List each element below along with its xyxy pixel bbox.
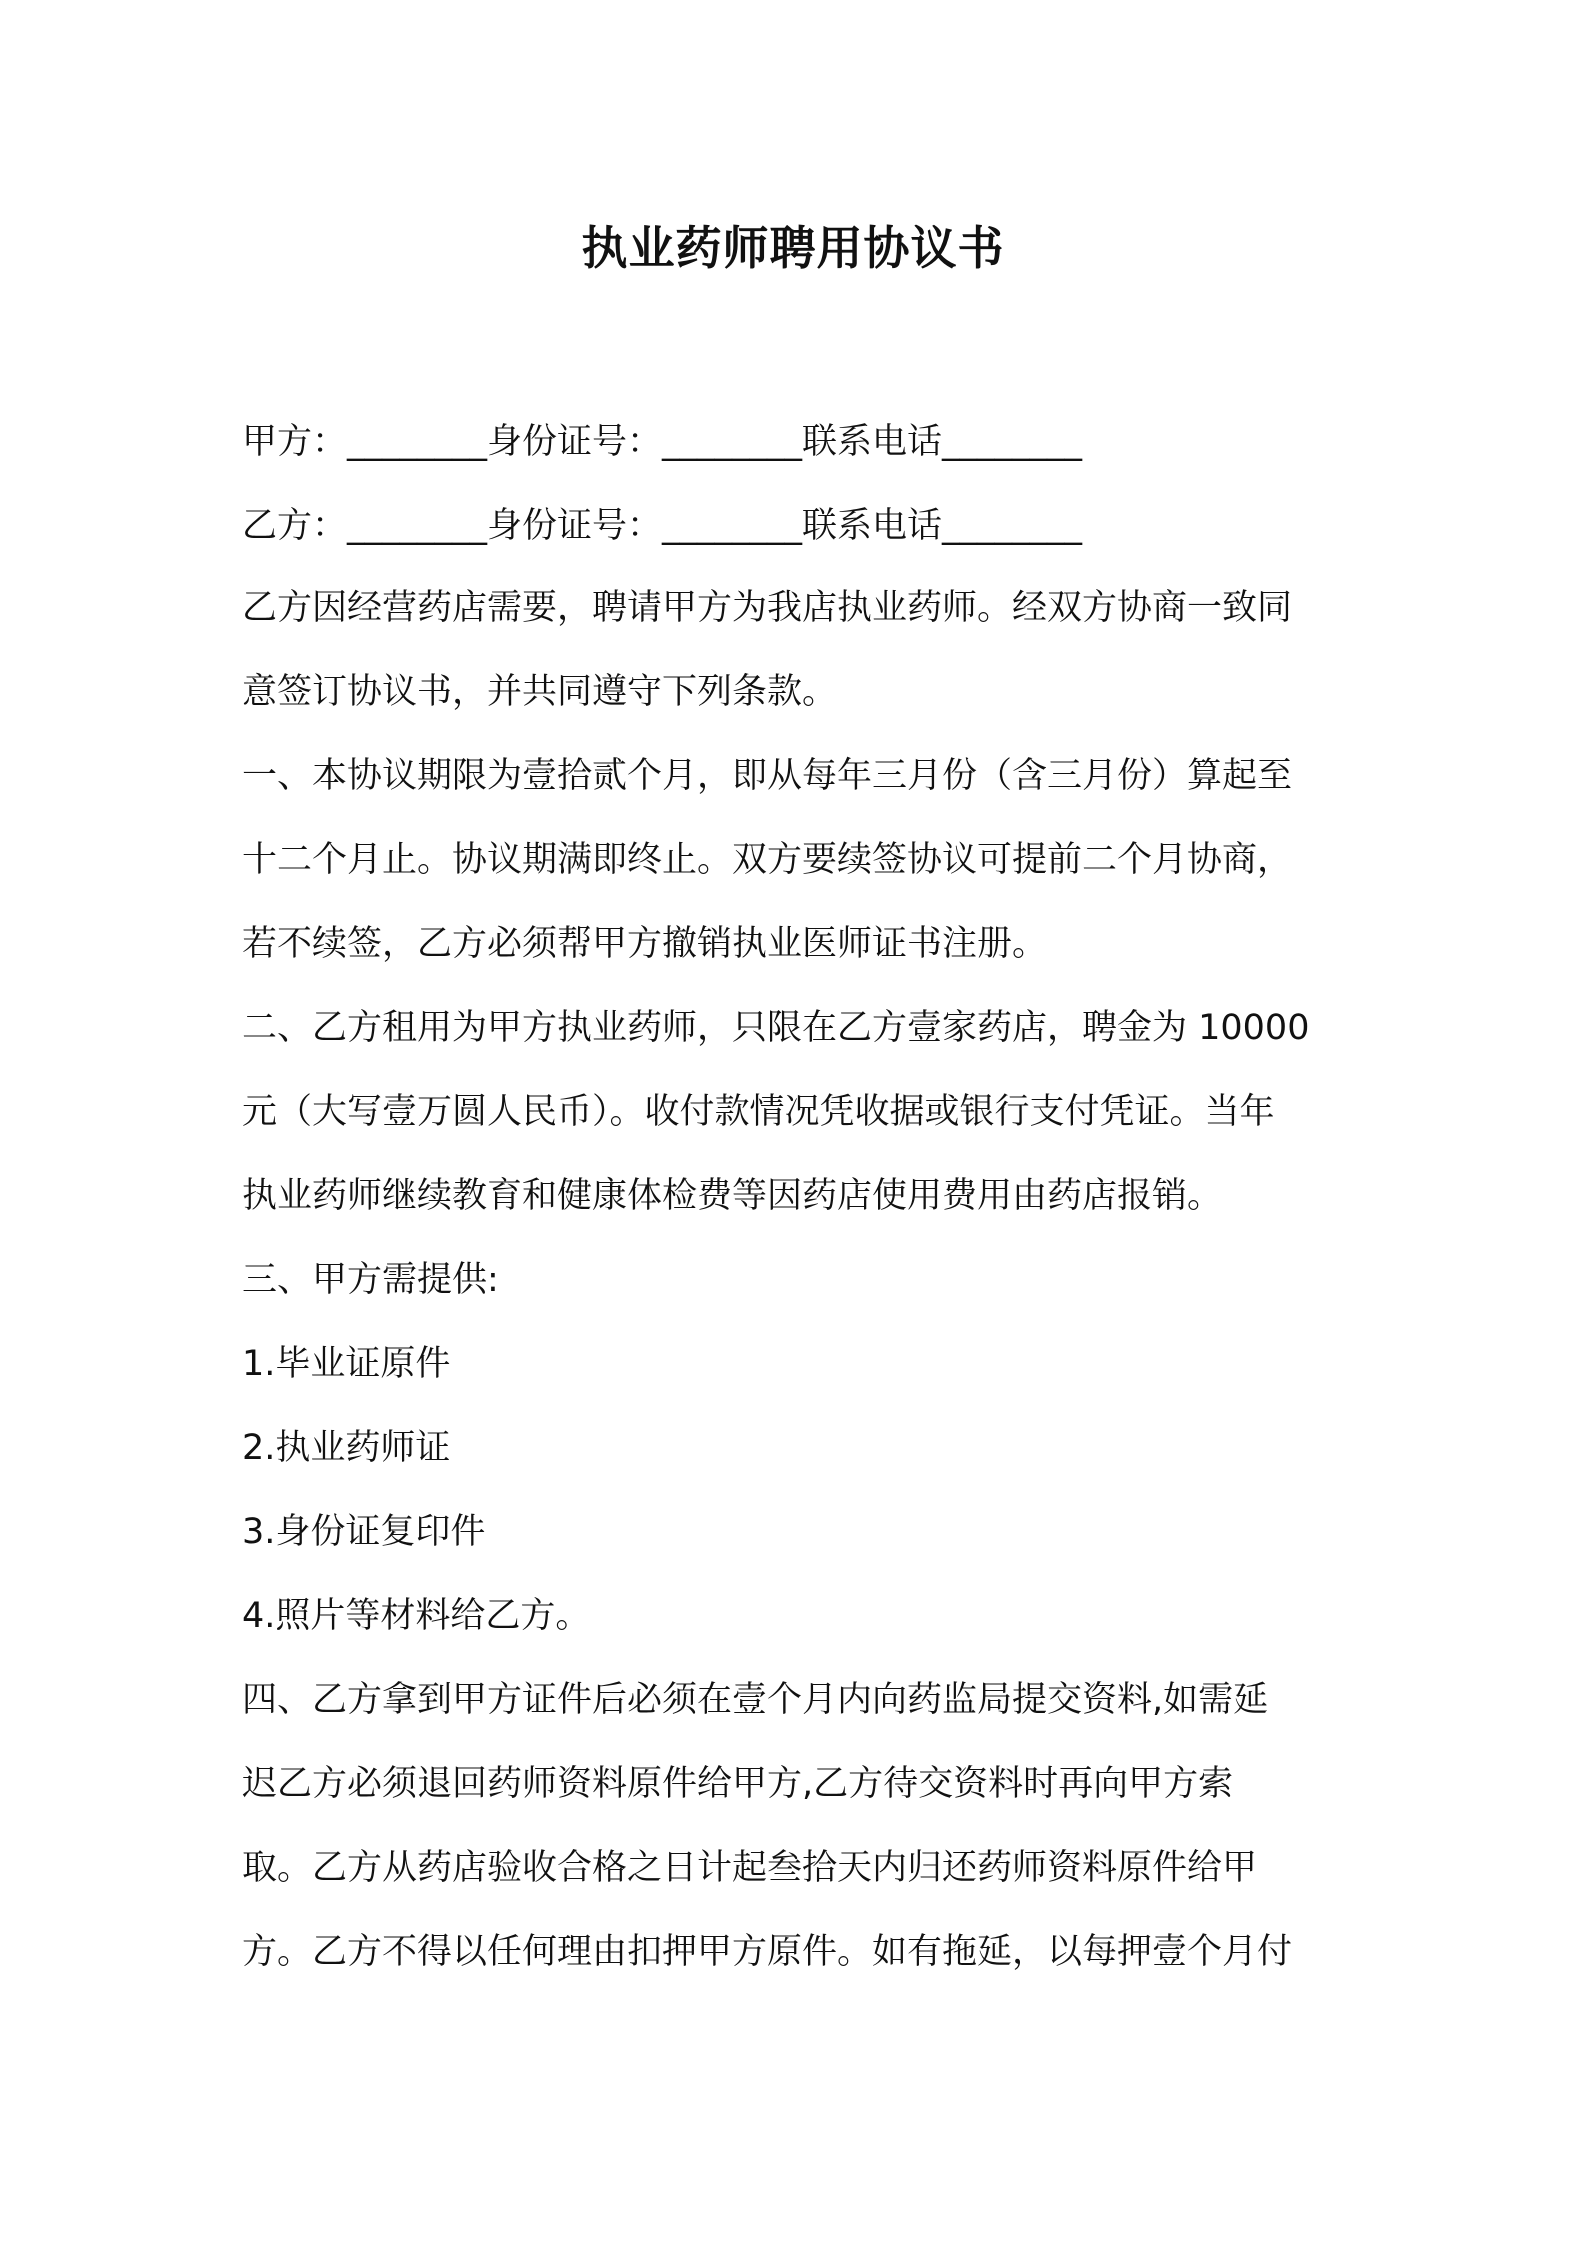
- clause-4-line-4: 方。乙方不得以任何理由扣押甲方原件。如有拖延，以每押壹个月付: [242, 1932, 1293, 1972]
- clause-3-item-2: 2.执业药师证: [242, 1428, 451, 1468]
- clause-3-item-1: 1.毕业证原件: [242, 1344, 451, 1384]
- clause-3-item-3: 3.身份证复印件: [242, 1512, 486, 1552]
- clause-1-line-2: 十二个月止。协议期满即终止。双方要续签协议可提前二个月协商，: [242, 840, 1293, 880]
- clause-2-line-1: 二、乙方租用为甲方执业药师，只限在乙方壹家药店，聘金为 10000: [242, 1008, 1310, 1048]
- clause-4-line-2: 迟乙方必须退回药师资料原件给甲方,乙方待交资料时再向甲方索: [242, 1764, 1234, 1804]
- intro-line-2: 意签订协议书，并共同遵守下列条款。: [242, 672, 838, 712]
- party-a-line: 甲方：________身份证号：________联系电话________: [242, 422, 1083, 462]
- clause-1-line-1: 一、本协议期限为壹拾贰个月，即从每年三月份（含三月份）算起至: [242, 756, 1293, 796]
- clause-4-line-3: 取。乙方从药店验收合格之日计起叁拾天内归还药师资料原件给甲: [242, 1848, 1258, 1888]
- clause-2-line-2: 元（大写壹万圆人民币）。收付款情况凭收据或银行支付凭证。当年: [242, 1092, 1275, 1132]
- document-title: 执业药师聘用协议书: [581, 221, 1005, 275]
- party-b-line: 乙方：________身份证号：________联系电话________: [242, 506, 1083, 546]
- clause-2-line-3: 执业药师继续教育和健康体检费等因药店使用费用由药店报销。: [242, 1176, 1223, 1216]
- clause-3-heading: 三、甲方需提供:: [242, 1260, 499, 1300]
- clause-4-line-1: 四、乙方拿到甲方证件后必须在壹个月内向药监局提交资料,如需延: [242, 1680, 1269, 1720]
- intro-line-1: 乙方因经营药店需要，聘请甲方为我店执业药师。经双方协商一致同: [242, 588, 1293, 628]
- clause-3-item-4: 4.照片等材料给乙方。: [242, 1596, 591, 1636]
- clause-1-line-3: 若不续签，乙方必须帮甲方撤销执业医师证书注册。: [242, 924, 1048, 964]
